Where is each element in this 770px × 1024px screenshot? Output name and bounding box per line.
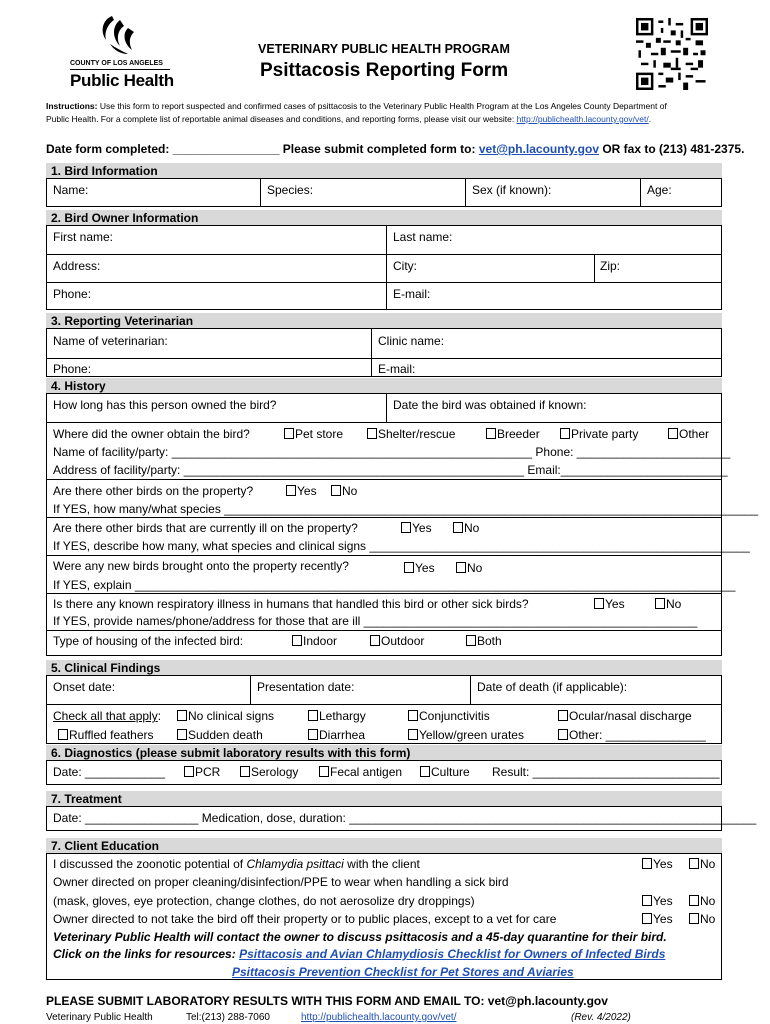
footer-tel: Tel:(213) 288-7060: [186, 1012, 270, 1023]
logo-line2: Public Health: [70, 71, 174, 90]
education-line-3: (mask, gloves, eye protection, change clothes, do not aerosolize dry droppings): [53, 894, 475, 908]
q-ill-birds-yes[interactable]: Yes: [401, 521, 432, 535]
checkbox-icon[interactable]: [401, 522, 411, 533]
q-new-birds-yes[interactable]: Yes: [404, 561, 435, 575]
facility-address-field[interactable]: Address of facility/party: ___________________________________________________ Email:_________________________: [53, 463, 728, 477]
qr-code-icon: [636, 18, 708, 90]
county-logo: [66, 14, 176, 94]
where-obtained-label: Where did the owner obtain the bird?: [53, 427, 250, 441]
death-date-field[interactable]: Date of death (if applicable):: [477, 680, 628, 694]
checkbox-icon[interactable]: [292, 635, 302, 646]
date-obtained-field[interactable]: Date the bird was obtained if known:: [393, 398, 587, 412]
vet-name-field[interactable]: Name of veterinarian:: [53, 334, 168, 348]
checkbox-icon[interactable]: [642, 895, 652, 906]
footer-org: Veterinary Public Health: [46, 1012, 153, 1023]
section-6-title: 6. Diagnostics (please submit laboratory results with this form): [46, 745, 722, 761]
owner-phone-field[interactable]: Phone:: [53, 287, 92, 301]
education-3-no[interactable]: No: [689, 912, 715, 926]
city-field[interactable]: City:: [393, 259, 417, 273]
opt-private-party[interactable]: Private party: [560, 427, 638, 441]
sign-sudden-death[interactable]: Sudden death: [177, 728, 263, 742]
education-1-no[interactable]: No: [689, 857, 715, 871]
checkbox-icon[interactable]: [689, 895, 699, 906]
checkbox-icon[interactable]: [456, 562, 466, 573]
checkbox-icon[interactable]: [308, 729, 318, 740]
test-pcr[interactable]: PCR: [184, 765, 220, 779]
logo-line1: COUNTY OF LOS ANGELES: [70, 60, 163, 67]
footer-website-link[interactable]: http://publichealth.lacounty.gov/vet/: [301, 1012, 457, 1023]
q-other-birds-followup[interactable]: If YES, how many/what species ________________________________________________________________________________: [53, 502, 759, 516]
form-title: Psittacosis Reporting Form: [260, 60, 509, 81]
section-5-title: 5. Clinical Findings: [46, 660, 722, 676]
opt-shelter[interactable]: Shelter/rescue: [367, 427, 455, 441]
test-serology[interactable]: Serology: [240, 765, 298, 779]
checkbox-icon[interactable]: [286, 485, 296, 496]
section-4-title: 4. History: [46, 378, 722, 394]
section-3-title: 3. Reporting Veterinarian: [46, 313, 722, 329]
checkbox-icon[interactable]: [177, 710, 187, 721]
checkbox-icon[interactable]: [58, 729, 68, 740]
checkbox-icon[interactable]: [558, 710, 568, 721]
q-other-birds: Are there other birds on the property?: [53, 484, 254, 498]
education-2-yes[interactable]: Yes: [642, 894, 673, 908]
pet-store-checklist-link[interactable]: Psittacosis Prevention Checklist for Pet Stores and Aviaries: [232, 965, 574, 979]
checkbox-icon[interactable]: [420, 766, 430, 777]
treatment-field[interactable]: Date: _________________ Medication, dose, duration: _____________________________________________________________: [53, 811, 757, 825]
checkbox-icon[interactable]: [284, 428, 294, 439]
instructions-text-2: Public Health. For a complete list of reportable animal diseases and conditions, and reporting forms, please visit our website:: [46, 114, 517, 124]
checkbox-icon[interactable]: [668, 428, 678, 439]
education-contact-note: Veterinary Public Health will contact the owner to discuss psittacosis and a 45-day quarantine for their bird.: [53, 930, 667, 944]
q-new-birds: Were any new birds brought onto the property recently?: [53, 559, 349, 573]
zip-field[interactable]: Zip:: [600, 259, 621, 273]
vet-email-field[interactable]: E-mail:: [378, 362, 416, 376]
website-link[interactable]: http://publichealth.lacounty.gov/vet/: [516, 114, 649, 124]
test-culture[interactable]: Culture: [420, 765, 470, 779]
presentation-date-field[interactable]: Presentation date:: [257, 680, 355, 694]
footer-submit-note: PLEASE SUBMIT LABORATORY RESULTS WITH THIS FORM AND EMAIL TO: vet@ph.lacounty.gov: [46, 994, 608, 1008]
education-line-1: I discussed the zoonotic potential of Chlamydia psittaci with the client: [53, 857, 420, 871]
q-new-birds-no[interactable]: No: [456, 561, 482, 575]
checkbox-icon[interactable]: [594, 598, 604, 609]
resources-line: Click on the links for resources: Psittacosis and Avian Chlamydiosis Checklist for Owners of Infected Birds: [53, 947, 666, 961]
q-ill-birds-no[interactable]: No: [453, 521, 479, 535]
program-name: VETERINARY PUBLIC HEALTH PROGRAM: [258, 42, 510, 56]
checkbox-icon[interactable]: [370, 635, 380, 646]
opt-other[interactable]: Other: [668, 427, 709, 441]
clinic-name-field[interactable]: Clinic name:: [378, 334, 445, 348]
sign-diarrhea[interactable]: Diarrhea: [308, 728, 365, 742]
facility-name-field[interactable]: Name of facility/party: ______________________________________________________ Phone: _______________________: [53, 445, 731, 459]
submit-line: [46, 142, 744, 156]
checkbox-icon[interactable]: [177, 729, 187, 740]
q-new-birds-followup[interactable]: If YES, explain __________________________________________________________________________________________: [53, 578, 736, 592]
section-education-title: 7. Client Education: [46, 838, 722, 854]
owner-email-field[interactable]: E-mail:: [393, 287, 431, 301]
fax-text: OR fax to (213) 481-2375.: [599, 142, 745, 156]
q-ill-birds: Are there other birds that are currently ill on the property?: [53, 521, 358, 535]
q-other-birds-yes[interactable]: Yes: [286, 484, 317, 498]
instructions-label: Instructions:: [46, 101, 98, 111]
logo-mark-icon: [98, 14, 138, 56]
checkbox-icon[interactable]: [331, 485, 341, 496]
education-line-4: Owner directed to not take the bird off their property or to public places, except to a vet for care: [53, 912, 557, 926]
checkbox-icon[interactable]: [689, 858, 699, 869]
first-name-field[interactable]: First name:: [53, 230, 114, 244]
diagnostics-date-field[interactable]: Date: ____________: [53, 765, 166, 779]
checkbox-icon[interactable]: [642, 913, 652, 924]
sex-field[interactable]: Sex (if known):: [472, 183, 552, 197]
checkbox-icon[interactable]: [642, 858, 652, 869]
housing-label: Type of housing of the infected bird:: [53, 634, 244, 648]
housing-indoor[interactable]: Indoor: [292, 634, 337, 648]
checkbox-icon[interactable]: [367, 428, 377, 439]
owner-checklist-link[interactable]: Psittacosis and Avian Chlamydiosis Checklist for Owners of Infected Birds: [239, 947, 666, 961]
education-3-yes[interactable]: Yes: [642, 912, 673, 926]
owned-duration-field[interactable]: How long has this person owned the bird?: [53, 398, 277, 412]
sign-other[interactable]: Other: _______________: [558, 728, 706, 742]
checkbox-icon[interactable]: [558, 729, 568, 740]
instructions: Instructions: Use this form to report suspected and confirmed cases of psittacosis to the Veterinary Public Health Program at the Los Angeles County Department of Public Health. For a complete list of reportable animal diseases and conditions, and reporting forms, please visit our website: http://publichealth.lacounty.gov/vet/.: [46, 101, 667, 124]
section-7-title: 7. Treatment: [46, 791, 722, 807]
address-field[interactable]: Address:: [53, 259, 101, 273]
q-human-illness: Is there any known respiratory illness in humans that handled this bird or other sick birds?: [53, 597, 529, 611]
q-other-birds-no[interactable]: No: [331, 484, 357, 498]
check-all-label: Check all that apply:: [53, 709, 162, 723]
sign-urates[interactable]: Yellow/green urates: [408, 728, 524, 742]
vet-phone-field[interactable]: Phone:: [53, 362, 92, 376]
q-human-illness-followup[interactable]: If YES, provide names/phone/address for those that are ill __________________________________________________: [53, 614, 698, 628]
q-human-illness-yes[interactable]: Yes: [594, 597, 625, 611]
last-name-field[interactable]: Last name:: [393, 230, 453, 244]
section-2-title: 2. Bird Owner Information: [46, 210, 722, 226]
q-ill-birds-followup[interactable]: If YES, describe how many, what species and clinical signs _________________________________________________________: [53, 539, 750, 553]
instructions-text-1: Use this form to report suspected and confirmed cases of psittacosis to the Veterinary Public Health Program at the Los Angeles County Department of: [97, 101, 667, 111]
sign-conjunctivitis[interactable]: Conjunctivitis: [408, 709, 490, 723]
sign-ruffled[interactable]: Ruffled feathers: [58, 728, 154, 742]
species-field[interactable]: Species:: [267, 183, 314, 197]
housing-outdoor[interactable]: Outdoor: [370, 634, 424, 648]
opt-pet-store[interactable]: Pet store: [284, 427, 343, 441]
test-fecal-antigen[interactable]: Fecal antigen: [319, 765, 402, 779]
sign-no-clinical[interactable]: No clinical signs: [177, 709, 274, 723]
q-human-illness-no[interactable]: No: [655, 597, 681, 611]
checkbox-icon[interactable]: [319, 766, 329, 777]
checkbox-icon[interactable]: [689, 913, 699, 924]
checkbox-icon[interactable]: [308, 710, 318, 721]
opt-breeder[interactable]: Breeder: [486, 427, 540, 441]
checkbox-icon[interactable]: [404, 562, 414, 573]
diagnostics-result-field[interactable]: Result: ____________________________: [492, 765, 720, 779]
checkbox-icon[interactable]: [408, 710, 418, 721]
education-1-yes[interactable]: Yes: [642, 857, 673, 871]
checkbox-icon[interactable]: [486, 428, 496, 439]
education-2-no[interactable]: No: [689, 894, 715, 908]
date-completed-label: Date form completed: ________________ Please submit completed form to:: [46, 142, 479, 156]
checkbox-icon[interactable]: [408, 729, 418, 740]
checkbox-icon[interactable]: [184, 766, 194, 777]
bird-name-field[interactable]: Name:: [53, 183, 89, 197]
checkbox-icon[interactable]: [655, 598, 665, 609]
education-line-2: Owner directed on proper cleaning/disinfection/PPE to wear when handling a sick bird: [53, 875, 509, 889]
checkbox-icon[interactable]: [240, 766, 250, 777]
footer-revision: (Rev. 4/2022): [571, 1012, 631, 1023]
onset-date-field[interactable]: Onset date:: [53, 680, 116, 694]
section-1-title: 1. Bird Information: [46, 163, 722, 179]
checkbox-icon[interactable]: [560, 428, 570, 439]
checkbox-icon[interactable]: [466, 635, 476, 646]
sign-ocular-nasal[interactable]: Ocular/nasal discharge: [558, 709, 692, 723]
sign-lethargy[interactable]: Lethargy: [308, 709, 366, 723]
age-field[interactable]: Age:: [647, 183, 672, 197]
submit-email-link[interactable]: vet@ph.lacounty.gov: [478, 142, 600, 156]
housing-both[interactable]: Both: [466, 634, 502, 648]
checkbox-icon[interactable]: [453, 522, 463, 533]
